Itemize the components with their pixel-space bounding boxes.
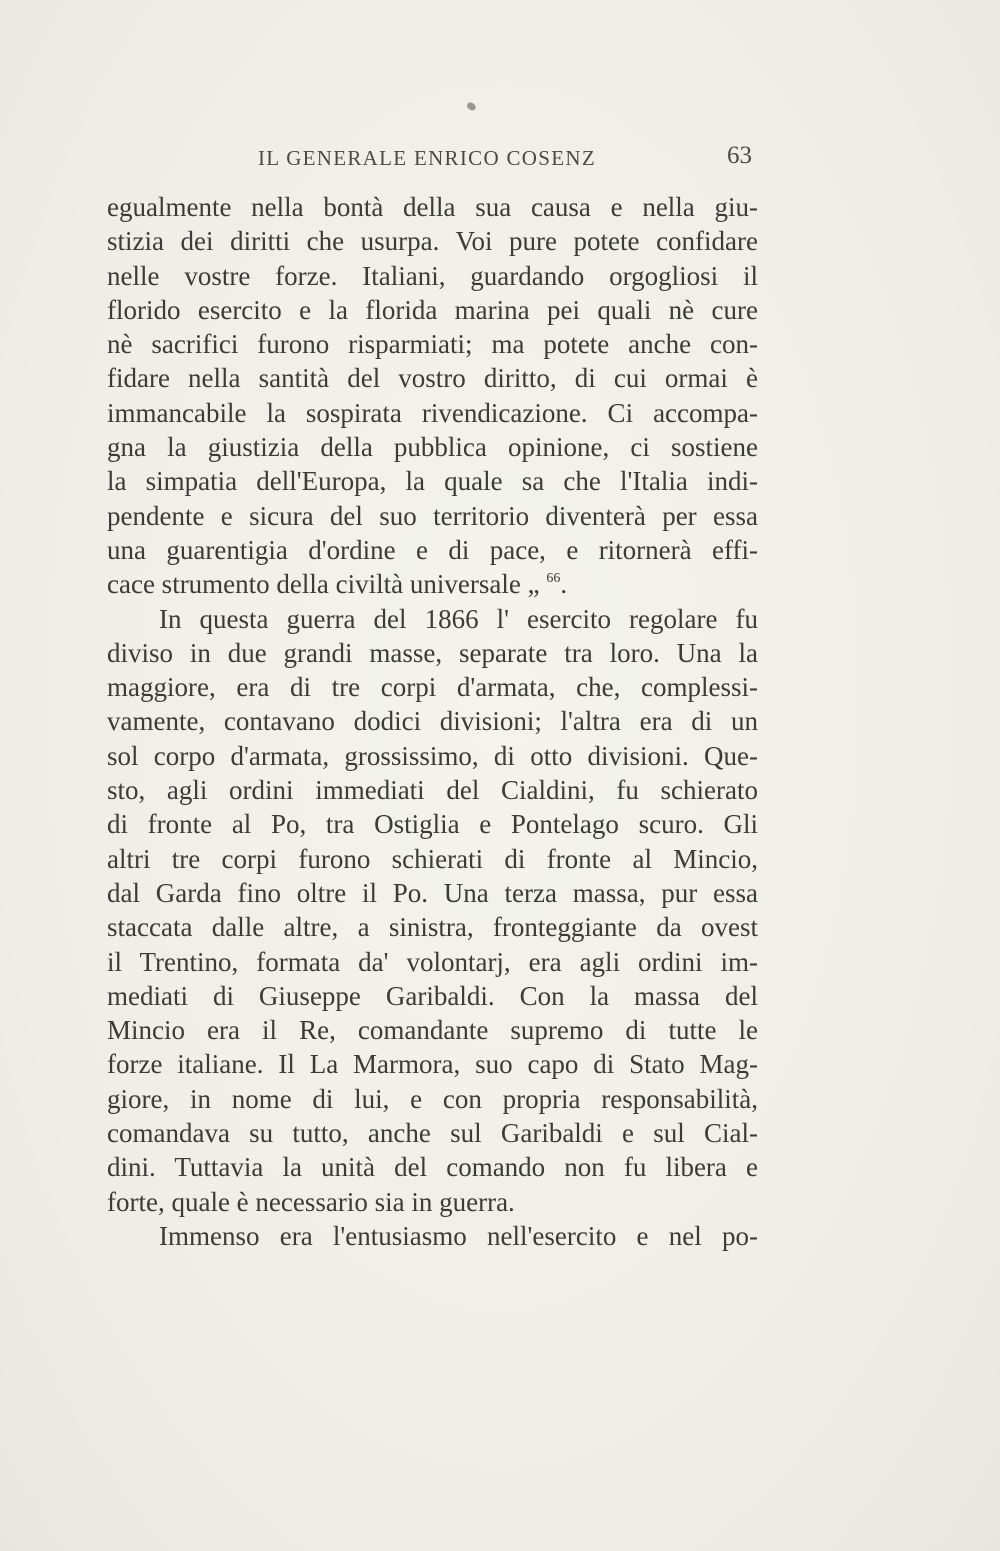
running-title: IL GENERALE ENRICO COSENZ [258, 146, 596, 170]
text-line: egualmente nella bontà della sua causa e nella giu- [107, 192, 758, 222]
paragraph-first-line: In questa guerra del 1866 l' esercito regolare fu [159, 603, 758, 634]
text-line-with-footnote [107, 567, 758, 601]
body-text [107, 190, 758, 1253]
text-line: nè sacrifici furono risparmiati; ma potete anche con- [107, 329, 758, 360]
text-line: dini. Tuttavia la unità del comando non fu libera e [107, 1152, 758, 1183]
text-line: maggiore, era di tre corpi d'armata, che, complessi- [107, 672, 758, 703]
text-line: staccata dalle altre, a sinistra, fronteggiante da ovest [107, 912, 758, 943]
text-line: florido esercito e la florida marina pei quali nè cure [107, 294, 758, 325]
paragraph-last-line: forte, quale è necessario sia in guerra. [107, 1186, 515, 1217]
footnote-trailing-punctuation: . [560, 569, 568, 600]
text-line: il Trentino, formata da' volontarj, era agli ordini im- [107, 946, 758, 977]
text-line: sto, agli ordini immediati del Cialdini, fu schierato [107, 775, 758, 806]
text-line: immancabile la sospirata rivendicazione. Ci accompa- [107, 397, 758, 428]
text-line: comandava su tutto, anche sul Garibaldi e sul Cial- [107, 1118, 758, 1149]
text-line: di fronte al Po, tra Ostiglia e Pontelago scuro. Gli [107, 809, 758, 840]
ink-speck [466, 101, 477, 111]
text-line: altri tre corpi furono schierati di fronte al Mincio, [107, 843, 758, 874]
text-line-content: cace strumento della civiltà universale „ [107, 569, 540, 600]
text-line: Mincio era il Re, comandante supremo di tutte le [107, 1015, 758, 1046]
text-line: sol corpo d'armata, grossissimo, di otto divisioni. Que- [107, 740, 758, 771]
text-line: fidare nella santità del vostro diritto, di cui ormai è [107, 363, 758, 394]
footnote-marker: 66 [546, 571, 561, 587]
text-line: mediati di Giuseppe Garibaldi. Con la massa del [107, 980, 758, 1011]
text-line: diviso in due grandi masse, separate tra loro. Una la [107, 637, 758, 668]
text-line: dal Garda fino oltre il Po. Una terza massa, pur essa [107, 877, 758, 908]
page-number: 63 [727, 142, 752, 169]
text-line: la simpatia dell'Europa, la quale sa che l'Italia indi- [107, 466, 758, 497]
paragraph-first-line: Immenso era l'entusiasmo nell'esercito e nel po- [159, 1220, 758, 1251]
text-line: vamente, contavano dodici divisioni; l'altra era di un [107, 706, 758, 737]
text-line: una guarentigia d'ordine e di pace, e ritornerà effi- [107, 534, 758, 565]
text-line: giore, in nome di lui, e con propria responsabilità, [107, 1083, 758, 1114]
text-line: forze italiane. Il La Marmora, suo capo di Stato Mag- [107, 1049, 758, 1080]
text-line: pendente e sicura del suo territorio diventerà per essa [107, 500, 758, 531]
text-line: nelle vostre forze. Italiani, guardando orgogliosi il [107, 260, 758, 291]
text-line: gna la giustizia della pubblica opinione, ci sostiene [107, 432, 758, 463]
text-line: stizia dei diritti che usurpa. Voi pure potete confidare [107, 226, 758, 257]
